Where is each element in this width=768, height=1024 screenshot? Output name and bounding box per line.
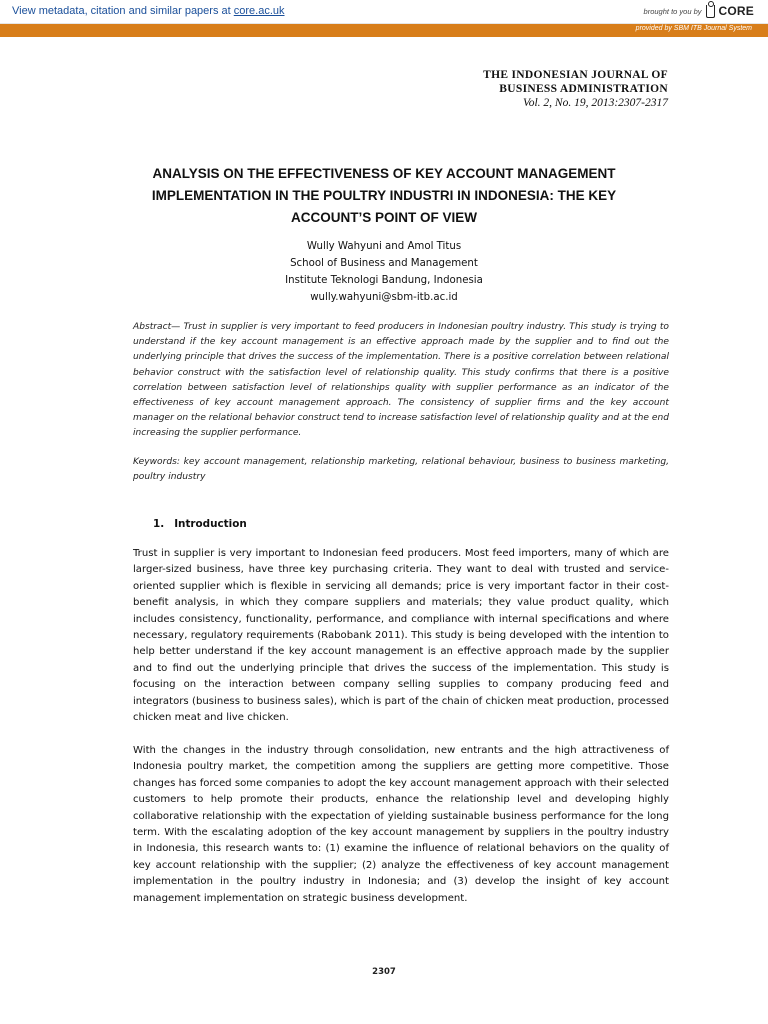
journal-header — [483, 68, 668, 111]
paper-title — [130, 163, 638, 229]
brought-to-you-text: brought to you by — [643, 6, 702, 16]
journal-volume: Vol. 2, No. 19, 2013:2307-2317 — [522, 97, 668, 109]
body-paragraph-1: Trust in supplier is very important to Indonesian feed producers. Most feed importers, many of which are larger-sized business, have three key purchasing criteria. They want to deal with trusted and service-oriented supplier which is flexible in servicing all demands; price is very important factor in their cost-benefit analysis, in which they compare suppliers and materials; they value product quality, which includes consistency, functionality, performance, and compliance with internal specifications and where necessary, regulatory requirements (Rabobank 2011). This study is being developed with the intention to help better understand if the key account management is an effective approach made by the supplier and to find out the underlying principle that drives the success of the implementation. This study is focusing on the interaction between company selling supplies to company producing feed and integrators (business to business sales), which is part of the chain of chicken meat production, processed chicken meat and live chicken. — [133, 548, 669, 724]
provided-by-text[interactable]: provided by SBM ITB Journal System — [635, 25, 752, 32]
body-paragraph-2: With the changes in the industry through consolidation, new entrants and the high attractiveness of Indonesia poultry market, the competition among the suppliers are getting more competitive. Those changes has forced some companies to adopt the key account management approach with their selected customers to help promote their products, enhance the relationship level and developing highly collaborative relationship with the expectation of yielding sustainable business performance for the long term. With the escalating adoption of the key account management by suppliers in the poultry industry in Indonesia, this research wants to: (1) examine the influence of relational behaviors on the quality of key account relationship with the supplier; (2) analyze the effectiveness of key account management implementation in the poultry industry in Indonesia; and (3) develop the insight of key account management implementation on strategic business development. — [133, 745, 669, 904]
title-line3: ACCOUNT’S POINT OF VIEW — [290, 210, 477, 225]
author-institute: Institute Teknologi Bandung, Indonesia — [285, 275, 483, 286]
author-school: School of Business and Management — [290, 258, 478, 269]
core-link[interactable]: core.ac.uk — [233, 5, 285, 17]
keywords: Keywords: key account management, relationship marketing, relational behaviour, business to business marketing, poultry industry — [133, 457, 669, 483]
title-line1: ANALYSIS ON THE EFFECTIVENESS OF KEY ACCOUNT MANAGEMENT — [152, 166, 616, 181]
core-branding[interactable] — [644, 4, 754, 18]
author-email[interactable]: wully.wahyuni@sbm-itb.ac.id — [310, 292, 458, 303]
abstract: Abstract— Trust in supplier is very important to feed producers in Indonesian poultry industry. This study is trying to understand if the key account management is an effective approach made by the supplier and to find out the underlying principle that drives the success of the implementation. There is a positive correlation between relational behavior construct with the satisfaction level of relationship quality. This study confirms that there is a positive correlation between satisfaction level of relationships quality with supplier performance as an indicator of the effectiveness of key account management approach. The consistency of supplier firms and the key account manager on the relational behavior construct tend to increase satisfaction level of relationship quality and at the end increasing the supplier performance. — [133, 322, 669, 439]
core-logo-icon — [706, 5, 715, 18]
author-block — [130, 238, 638, 306]
section-number: 1. — [153, 518, 165, 530]
core-banner — [0, 0, 768, 24]
journal-name-line2: BUSINESS ADMINISTRATION — [499, 83, 668, 95]
section-heading — [153, 518, 247, 530]
title-line2: IMPLEMENTATION IN THE POULTRY INDUSTRI IN INDONESIA: THE KEY — [151, 188, 617, 203]
provided-by-banner — [0, 24, 768, 37]
journal-name-line1: THE INDONESIAN JOURNAL OF — [483, 69, 668, 81]
author-names: Wully Wahyuni and Amol Titus — [306, 241, 462, 252]
core-metadata-text — [12, 5, 285, 17]
page-number: 2307 — [372, 967, 396, 977]
section-title: Introduction — [174, 518, 247, 530]
core-logo: CORE — [718, 4, 754, 18]
core-view-text: View metadata, citation and similar papers at — [12, 5, 234, 17]
